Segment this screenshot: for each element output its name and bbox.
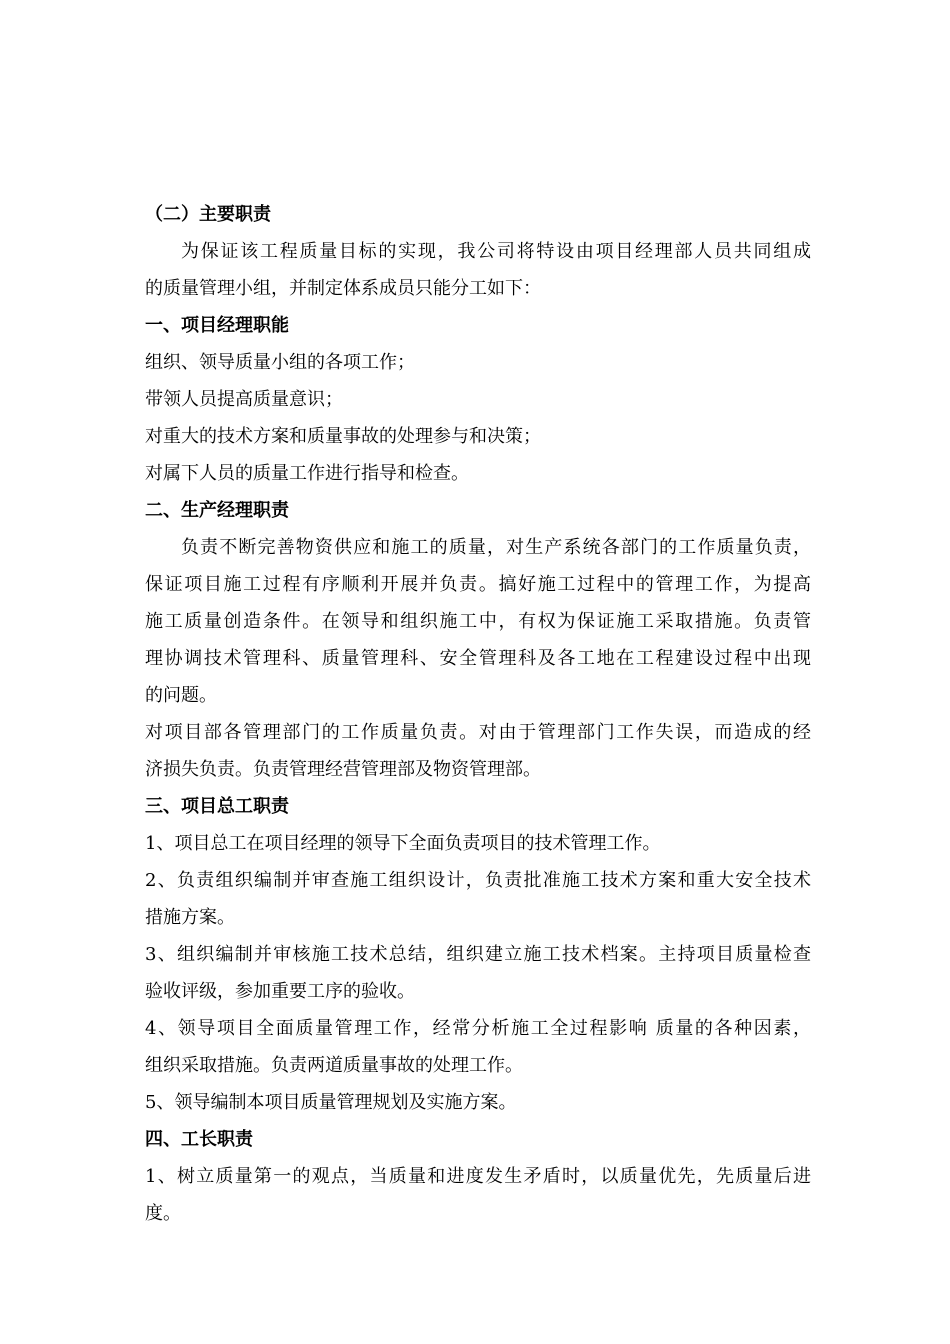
paragraph-line: 验收评级，参加重要工序的验收。 [145,981,415,1002]
list-item: 组织、领导质量小组的各项工作； [145,352,415,373]
list-item: 带领人员提高质量意识； [145,389,343,410]
list-item: 对重大的技术方案和质量事故的处理参与和决策； [145,426,541,447]
paragraph-line: 4、领导项目全面质量管理工作，经常分析施工全过程影响 质量的各种因素， [145,1018,811,1039]
paragraph-line: 5、领导编制本项目质量管理规划及实施方案。 [145,1092,517,1113]
paragraph-line: 对项目部各管理部门的工作质量负责。对由于管理部门工作失误，而造成的经 [145,722,811,743]
list-item: 对属下人员的质量工作进行指导和检查。 [145,463,469,484]
paragraph-line: 措施方案。 [145,907,235,928]
paragraph-line: 的问题。 [145,685,217,706]
paragraph-line: 2、负责组织编制并审查施工组织设计，负责批准施工技术方案和重大安全技术 [145,870,811,891]
paragraph-line: 3、组织编制并审核施工技术总结，组织建立施工技术档案。主持项目质量检查 [145,944,811,965]
paragraph-line: 施工质量创造条件。在领导和组织施工中，有权为保证施工采取措施。负责管 [145,611,811,632]
section-heading-foreman: 四、工长职责 [145,1129,253,1150]
paragraph-line: 组织采取措施。负责两道质量事故的处理工作。 [145,1055,523,1076]
section-heading-main-duties: （二）主要职责 [145,204,271,225]
document-page [145,196,811,1232]
paragraph-line: 度。 [145,1203,181,1224]
section-heading-production: 二、生产经理职责 [145,500,289,521]
paragraph-line: 理协调技术管理科、质量管理科、安全管理科及各工地在工程建设过程中出现 [145,648,811,669]
paragraph-line: 为保证该工程质量目标的实现，我公司将特设由项目经理部人员共同组成 [181,241,811,262]
paragraph-line: 保证项目施工过程有序顺利开展并负责。搞好施工过程中的管理工作，为提高 [145,574,811,595]
paragraph-line: 1、项目总工在项目经理的领导下全面负责项目的技术管理工作。 [145,833,661,854]
section-heading-pm: 一、项目经理职能 [145,315,289,336]
paragraph-line: 的质量管理小组，并制定体系成员只能分工如下： [145,278,541,299]
paragraph-line: 济损失负责。负责管理经营管理部及物资管理部。 [145,759,541,780]
paragraph-line: 1、树立质量第一的观点，当质量和进度发生矛盾时，以质量优先，先质量后进 [145,1166,811,1187]
paragraph-line: 负责不断完善物资供应和施工的质量，对生产系统各部门的工作质量负责， [181,537,811,558]
section-heading-chief-engineer: 三、项目总工职责 [145,796,289,817]
